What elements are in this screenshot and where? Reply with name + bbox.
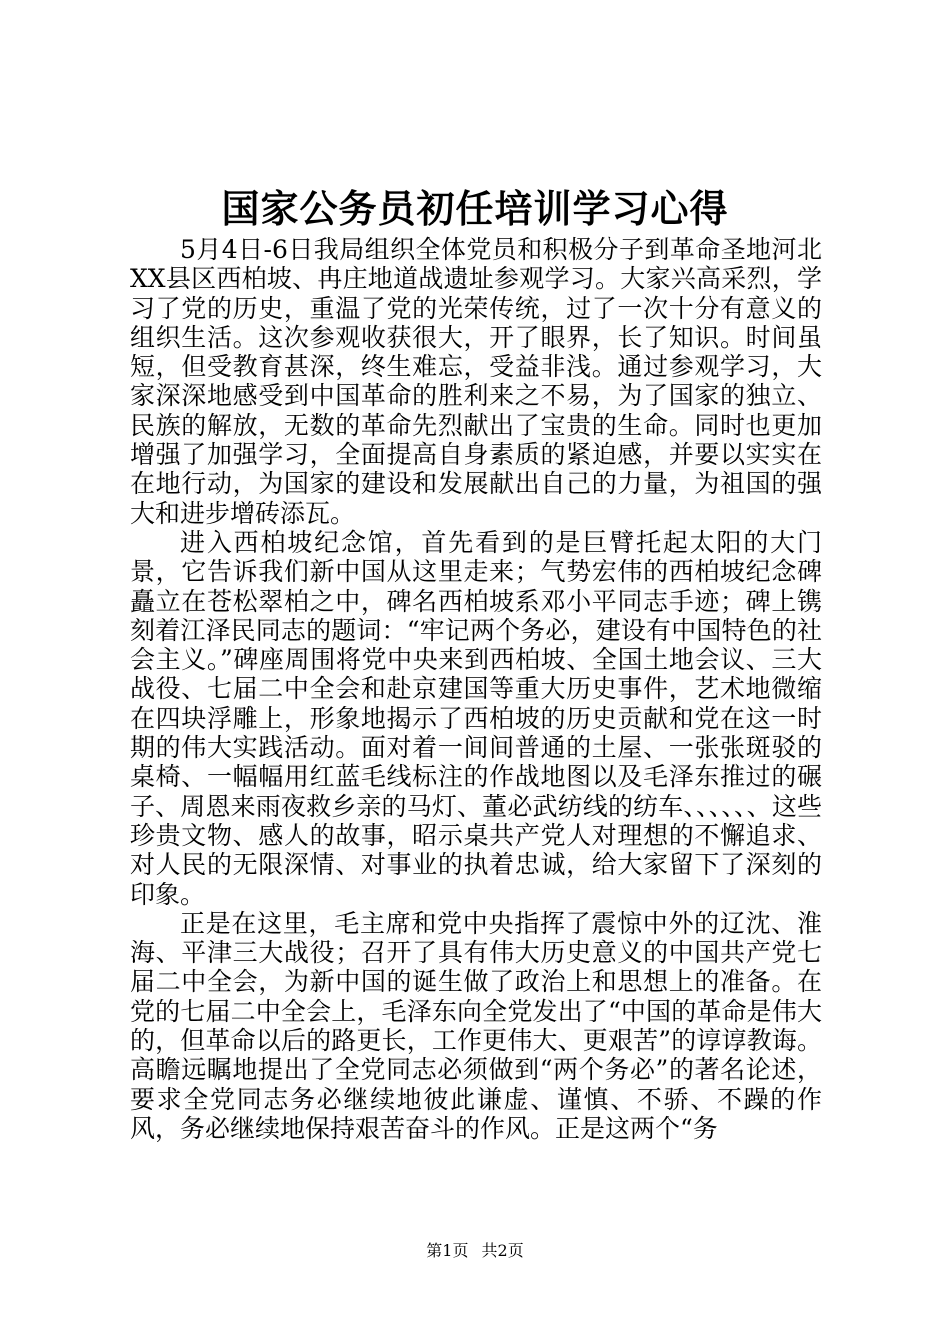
page-number-current: 第1页 (426, 1241, 469, 1260)
document-body (130, 235, 822, 1143)
paragraph-1: 5月4日-6日我局组织全体党员和积极分子到革命圣地河北XX县区西柏坡、冉庄地道战遗址参观学习。大家兴高采烈，学习了党的历史，重温了党的光荣传统，过了一次十分有意义的组织生活。这次参观收获很大，开了眼界，长了知识。时间虽短，但受教育甚深，终生难忘，受益非浅。通过参观学习，大家深深地感受到中国革命的胜利来之不易，为了国家的独立、民族的解放，无数的革命先烈献出了宝贵的生命。同时也更加增强了加强学习，全面提高自身素质的紧迫感，并要以实实在在地行动，为国家的建设和发展献出自己的力量，为祖国的强大和进步增砖添瓦。 (130, 235, 822, 528)
page-number-total: 共2页 (481, 1241, 524, 1260)
page-footer (0, 1241, 950, 1261)
paragraph-2: 进入西柏坡纪念馆，首先看到的是巨臂托起太阳的大门景，它告诉我们新中国从这里走来；气势宏伟的西柏坡纪念碑矗立在苍松翠柏之中，碑名西柏坡系邓小平同志手迹；碑上镌刻着江泽民同志的题词：“牢记两个务必，建设有中国特色的社会主义。”碑座周围将党中央来到西柏坡、全国土地会议、三大战役、七届二中全会和赴京建国等重大历史事件，艺术地微缩在四块浮雕上，形象地揭示了西柏坡的历史贡献和党在这一时期的伟大实践活动。面对着一间间普通的土屋、一张张斑驳的桌椅、一幅幅用红蓝毛线标注的作战地图以及毛泽东推过的碾子、周恩来雨夜救乡亲的马灯、董必武纺线的纺车、、、、、、这些珍贵文物、感人的故事，昭示桌共产党人对理想的不懈追求、对人民的无限深情、对事业的执着忠诚，给大家留下了深刻的印象。 (130, 527, 822, 909)
paragraph-3: 正是在这里，毛主席和党中央指挥了震惊中外的辽沈、淮海、平津三大战役；召开了具有伟大历史意义的中国共产党七届二中全会，为新中国的诞生做了政治上和思想上的准备。在党的七届二中全会上，毛泽东向全党发出了“中国的革命是伟大的，但革命以后的路更长，工作更伟大、更艰苦”的谆谆教诲。高瞻远瞩地提出了全党同志必须做到“两个务必”的著名论述，要求全党同志务必继续地彼此谦虚、谨慎、不骄、不躁的作风，务必继续地保持艰苦奋斗的作风。正是这两个“务 (130, 908, 822, 1143)
document-title: 国家公务员初任培训学习心得 (221, 186, 729, 231)
